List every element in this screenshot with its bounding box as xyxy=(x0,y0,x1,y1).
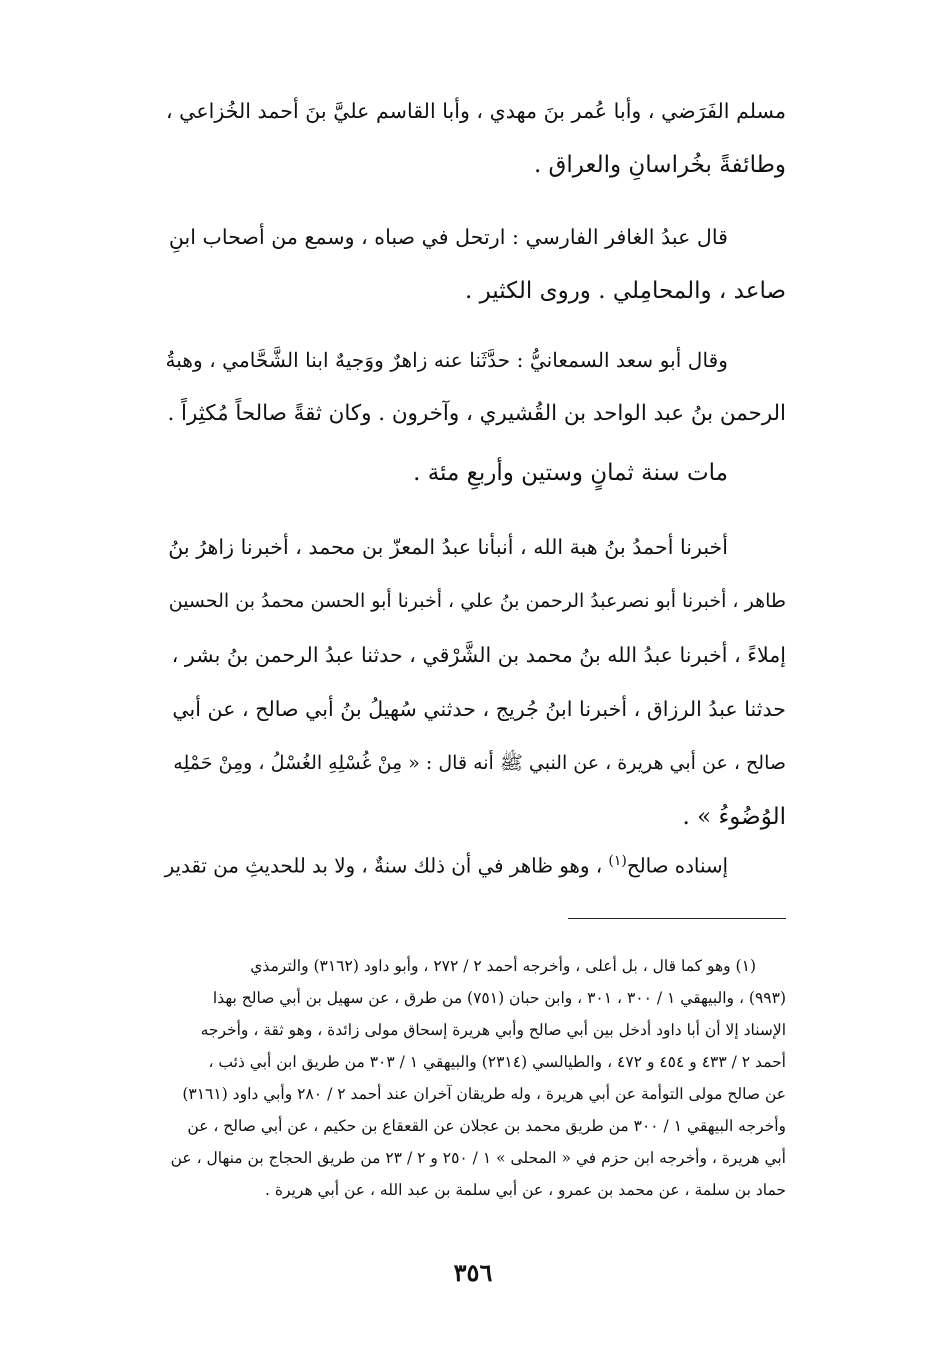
text-line: صاعد ، والمحامِلي . وروى الكثير . xyxy=(464,278,786,304)
text-line: وطائفةً بخُراسانِ والعراق . xyxy=(533,152,786,178)
paragraph-3 xyxy=(166,333,786,441)
paragraph-2 xyxy=(166,210,786,318)
text-line: مات سنة ثمانٍ وستين وأربعِ مئة . xyxy=(413,460,728,486)
footnote-line: (٩٩٣) ، والبيهقي ١ / ٣٠٠ ، ٣٠١ ، وابن حبان (٧٥١) من طرق ، عن سهيل بن أبي صالح بهذا xyxy=(212,989,786,1007)
text-line xyxy=(166,834,786,894)
paragraph-6 xyxy=(166,834,786,894)
footnote-line: (١) وهو كما قال ، بل أعلى ، وأخرجه أحمد ٢ / ٢٧٢ ، وأبو داود (٣١٦٢) والترمذي xyxy=(250,957,756,975)
text-line: صالح ، عن أبي هريرة ، عن النبي ﷺ أنه قال : « مِنْ غُسْلِهِ الغُسْلُ ، ومِنْ حَمْلِه xyxy=(173,752,786,774)
text-segment: ، وهو ظاهر في أن ذلك سنةٌ ، ولا بد للحديثِ من تقدير xyxy=(164,854,609,878)
paragraph-1 xyxy=(166,84,786,192)
text-segment: إسناده صالح xyxy=(626,854,728,878)
text-line: قال عبدُ الغافر الفارسي : ارتحل في صباه ، وسمع من أصحاب ابنِ xyxy=(168,225,728,249)
footnote-line: عن صالح مولى التوأمة عن أبي هريرة ، وله طريقان آخران عند أحمد ٢ / ٢٨٠ وأبي داود (٣١٦١) xyxy=(182,1085,786,1103)
text-line: إملاءً ، أخبرنا عبدُ الله بنُ محمد بن الشَّرْقي ، حدثنا عبدُ الرحمن بنُ بشر ، xyxy=(171,643,786,667)
text-line: أخبرنا أحمدُ بنُ هبة الله ، أنبأنا عبدُ المعزّ بن محمد ، أخبرنا زاهرُ بنُ xyxy=(168,535,728,559)
text-line: طاهر ، أخبرنا أبو نصرعبدُ الرحمن بنُ علي ، أخبرنا أبو الحسن محمدُ بن الحسين xyxy=(168,590,786,612)
footnote-line: وأخرجه البيهقي ١ / ٣٠٠ من طريق محمد بن عجلان عن القعقاع بن حكيم ، عن أبي صالح ، عن xyxy=(187,1117,786,1135)
text-line: مسلم الفَرَضي ، وأبا عُمر بنَ مهدي ، وأبا القاسم عليَّ بنَ أحمد الخُزاعي ، xyxy=(165,99,786,123)
footnote-separator xyxy=(568,918,786,919)
text-line: وقال أبو سعد السمعانيُّ : حدَّثَنا عنه زاهرٌ ووَجيهٌ ابنا الشَّحَّامي ، وهبةُ xyxy=(165,348,728,372)
footnote-ref[interactable]: (١) xyxy=(608,853,627,869)
paragraph-5 xyxy=(166,520,786,844)
footnote-line: أبي هريرة ، وأخرجه ابن حزم في « المحلى » ١ / ٢٥٠ و ٢ / ٢٣ من طريق الحجاج بن منهال ، عن xyxy=(170,1149,786,1167)
text-line: الوُضُوءُ » . xyxy=(682,804,786,830)
page-number: ٣٥٦ xyxy=(453,1258,493,1287)
footnote-line: الإسناد إلا أن أبا داود أدخل بين أبي صالح وأبي هريرة إسحاق مولى زائدة ، وهو ثقة ، وأخرجه xyxy=(200,1021,786,1039)
footnote-line: أحمد ٢ / ٤٣٣ و ٤٥٤ و ٤٧٢ ، والطيالسي (٢٣١٤) والبيهقي ١ / ٣٠٣ من طريق ابن أبي ذئب ، xyxy=(208,1053,786,1071)
text-line: الرحمن بنُ عبد الواحد بن القُشيري ، وآخرون . وكان ثقةً صالحاً مُكثِراً . xyxy=(167,401,786,426)
footnotes xyxy=(166,950,786,1206)
paragraph-4 xyxy=(166,446,786,500)
footnote-line: حماد بن سلمة ، عن محمد بن عمرو ، عن أبي سلمة بن عبد الله ، عن أبي هريرة . xyxy=(265,1181,786,1199)
text-line: حدثنا عبدُ الرزاق ، أخبرنا ابنُ جُريج ، حدثني سُهيلُ بنُ أبي صالح ، عن أبي xyxy=(172,697,786,721)
